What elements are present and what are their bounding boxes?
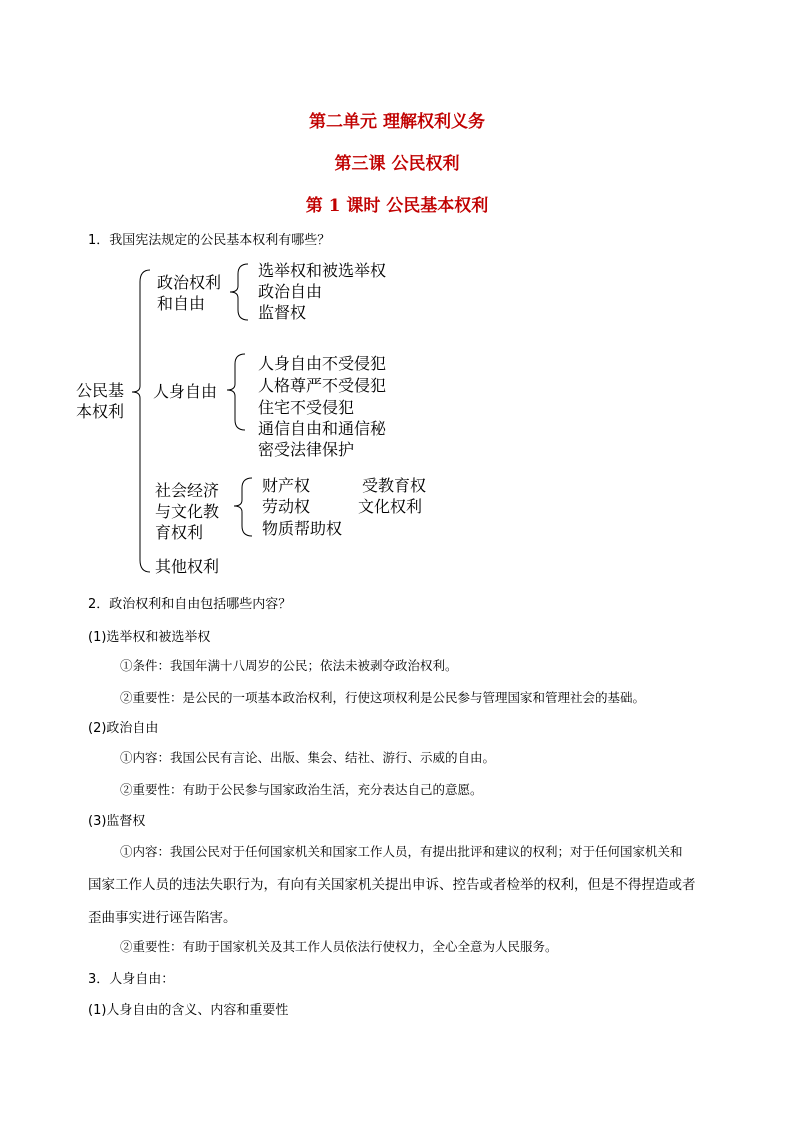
personal-brace bbox=[227, 354, 245, 430]
question-2: 2．政治权利和自由包括哪些内容？ bbox=[88, 597, 292, 612]
branch-political-item: 政治自由 bbox=[258, 282, 323, 301]
paragraph: ②重要性：是公民的一项基本政治权利，行使这项权利是公民参与管理国家和管理社会的基础。 bbox=[120, 690, 646, 705]
branch-other-label: 其他权利 bbox=[155, 557, 220, 576]
paragraph: ①内容：我国公民有言论、出版、集会、结社、游行、示威的自由。 bbox=[120, 750, 496, 765]
branch-political-label: 政治权利 和自由 bbox=[157, 273, 222, 313]
branch-personal-item: 通信自由和通信秘 密受法律保护 bbox=[258, 419, 387, 459]
branch-social-item: 财产权 bbox=[262, 476, 311, 495]
branch-personal-label: 人身自由 bbox=[153, 382, 218, 401]
section-heading: (1)选举权和被选举权 bbox=[88, 630, 211, 645]
social-brace bbox=[234, 478, 252, 536]
political-brace bbox=[230, 264, 248, 320]
branch-personal-item: 住宅不受侵犯 bbox=[258, 398, 355, 417]
paragraph: 歪曲事实进行诬告陷害。 bbox=[88, 910, 237, 926]
section-heading: (2)政治自由 bbox=[88, 721, 159, 736]
question-1: 1．我国宪法规定的公民基本权利有哪些？ bbox=[88, 233, 331, 248]
branch-social-item: 劳动权 bbox=[262, 497, 311, 516]
branch-political-item: 选举权和被选举权 bbox=[258, 261, 387, 280]
period-title: 第 1 课时 公民基本权利 bbox=[305, 196, 489, 216]
branch-social-label: 社会经济 与文化教 育权利 bbox=[155, 481, 220, 542]
branch-political-item: 监督权 bbox=[258, 303, 307, 322]
branch-social-item: 物质帮助权 bbox=[262, 519, 343, 538]
branch-social-item: 文化权利 bbox=[358, 497, 423, 516]
paragraph: ②重要性：有助于公民参与国家政治生活，充分表达自己的意愿。 bbox=[120, 782, 483, 797]
mind-root: 公民基 本权利 bbox=[76, 381, 125, 421]
branch-personal-item: 人身自由不受侵犯 bbox=[258, 354, 387, 373]
section-heading: (3)监督权 bbox=[88, 814, 146, 829]
question-3: 3．人身自由： bbox=[88, 972, 175, 987]
branch-social-item: 受教育权 bbox=[362, 476, 427, 495]
main-brace bbox=[132, 270, 150, 572]
paragraph: 国家工作人员的违法失职行为，有向有关国家机关提出申诉、控告或者检举的权利，但是不得捏造或者 bbox=[88, 877, 696, 893]
lesson-title: 第三课 公民权利 bbox=[334, 154, 460, 174]
section-heading: (1)人身自由的含义、内容和重要性 bbox=[88, 1003, 289, 1018]
unit-title: 第二单元 理解权利义务 bbox=[309, 112, 485, 132]
branch-personal-item: 人格尊严不受侵犯 bbox=[258, 376, 387, 395]
paragraph: ①条件：我国年满十八周岁的公民；依法未被剥夺政治权利。 bbox=[120, 658, 458, 673]
paragraph: ②重要性：有助于国家机关及其工作人员依法行使权力，全心全意为人民服务。 bbox=[120, 939, 558, 954]
paragraph: ①内容：我国公民对于任何国家机关和国家工作人员，有提出批评和建议的权利；对于任何国家机关和 bbox=[120, 844, 683, 859]
